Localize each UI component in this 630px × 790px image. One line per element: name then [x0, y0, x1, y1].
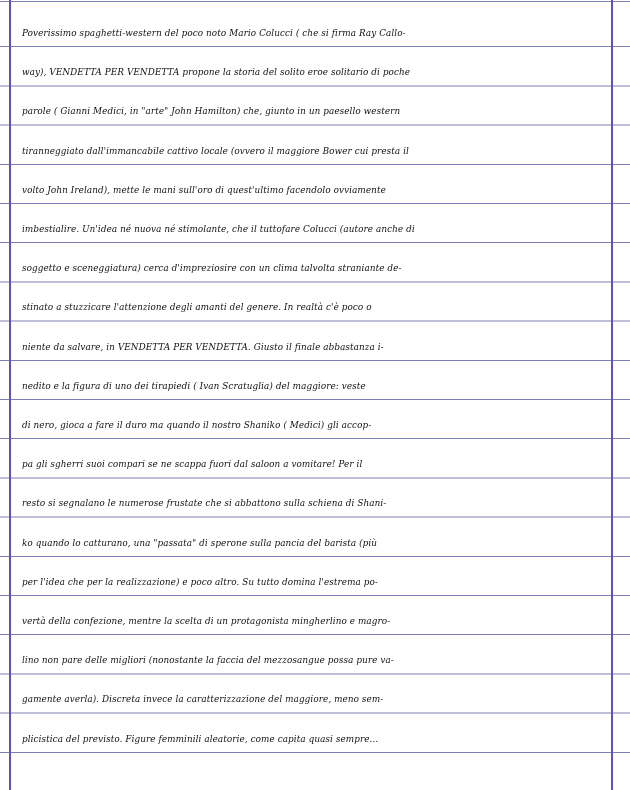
text-line	[22, 674, 612, 713]
text-line	[22, 400, 612, 439]
text-line	[22, 8, 612, 47]
text-line-content: ko quando lo catturano, una "passata" di sperone sulla pancia del barista (più	[22, 538, 378, 549]
text-line-content: soggetto e sceneggiatura) cerca d'impreziosire con un clima talvolta straniante de-	[22, 264, 402, 275]
text-line-content: resto si segnalano le numerose frustate che si abbattono sulla schiena di Shani-	[22, 499, 387, 510]
text-line	[22, 518, 612, 557]
text-line	[22, 282, 612, 321]
text-line	[22, 439, 612, 478]
text-line-content: niente da salvare, in VENDETTA PER VENDETTA. Giusto il finale abbastanza i-	[22, 342, 384, 353]
text-line	[22, 86, 612, 125]
text-line	[22, 204, 612, 243]
text-line-content: plicistica del previsto. Figure femminili aleatorie, come capita quasi sempre...	[22, 734, 379, 745]
text-line-content: parole ( Gianni Medici, in "arte" John Hamilton) che, giunto in un paesello western	[22, 107, 401, 118]
left-margin-line	[9, 0, 11, 790]
text-line	[22, 243, 612, 282]
text-line-content: imbestialire. Un'idea né nuova né stimolante, che il tuttofare Colucci (autore anche di	[22, 225, 415, 235]
text-line	[22, 596, 612, 635]
text-line	[22, 478, 612, 517]
text-line-content: volto John Ireland), mette le mani sull'oro di quest'ultimo facendolo ovviamente	[22, 185, 386, 196]
text-line-content: pa gli sgherri suoi compari se ne scappa fuori dal saloon a vomitare! Per il	[22, 460, 363, 471]
text-line	[22, 714, 612, 753]
text-line-content: lino non pare delle migliori (nonostante la faccia del mezzosangue possa pure va-	[22, 656, 394, 667]
text-line-content: vertà della confezione, mentre la scelta di un protagonista mingherlino e magro-	[22, 617, 391, 627]
text-line-content: stinato a stuzzicare l'attenzione degli amanti del genere. In realtà c'è poco o	[22, 303, 372, 314]
text-line-content: per l'idea che per la realizzazione) e poco altro. Su tutto domina l'estrema po-	[22, 577, 378, 588]
text-line	[22, 322, 612, 361]
text-line-content: tiranneggiato dall'immancabile cattivo locale (ovvero il maggiore Bower cui presta il	[22, 146, 409, 157]
text-line-content: Poverissimo spaghetti-western del poco noto Mario Colucci ( che si firma Ray Callo-	[22, 29, 406, 39]
text-line	[22, 557, 612, 596]
text-line	[22, 47, 612, 86]
text-line-content: nedito e la figura di uno dei tirapiedi ( Ivan Scratuglia) del maggiore: veste	[22, 381, 366, 392]
text-line	[22, 361, 612, 400]
text-line	[22, 165, 612, 204]
text-line	[22, 635, 612, 674]
text-line-content: gamente averla). Discreta invece la caratterizzazione del maggiore, meno sem-	[22, 695, 384, 706]
text-line	[22, 126, 612, 165]
text-line-content: way), VENDETTA PER VENDETTA propone la storia del solito eroe solitario di poche	[22, 68, 411, 79]
text-line-content: di nero, gioca a fare il duro ma quando il nostro Shaniko ( Medici) gli accop-	[22, 421, 372, 431]
